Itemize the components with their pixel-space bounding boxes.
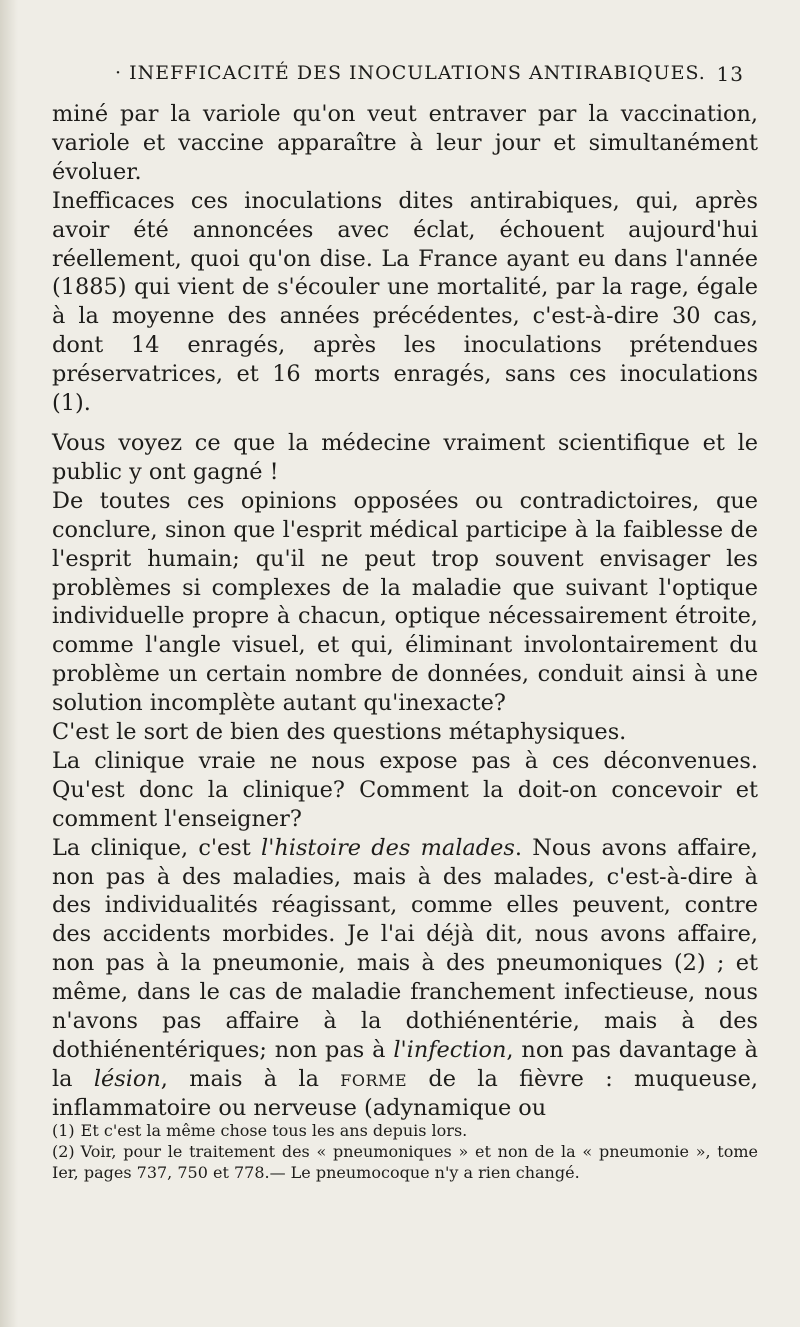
footnote-1-number: (1): [52, 1121, 75, 1140]
page-number: 13: [716, 62, 744, 86]
paragraph-5: C'est le sort de bien des questions métaphysiques.: [52, 719, 627, 746]
paragraph-4: De toutes ces opinions opposées ou contradictoires, que conclure, sinon que l'esprit médical participe à la faiblesse de l'esprit humain; qu'il ne peut trop souvent envisager les problèmes si complexes de la maladie que suivant l'optique individuelle propre à chacun, optique nécessairement étroite, comme l'angle visuel, et qui, éliminant involontairement du problème un certain nombre de données, conduit ainsi à une solution incomplète autant qu'inexacte?: [52, 487, 758, 717]
footnote-1-text: Et c'est la même chose tous les ans depuis lors.: [80, 1121, 468, 1140]
body-text: [52, 100, 758, 1123]
footnote-2-number: (2): [52, 1142, 75, 1161]
paragraph-3: Vous voyez ce que la médecine vraiment scientifique et le public y ont gagné !: [52, 429, 758, 485]
running-header: [115, 62, 762, 86]
paragraph-7: [52, 834, 758, 1123]
p7-text-c: , non pas davantage à la: [52, 1037, 758, 1092]
paragraph-1: miné par la variole qu'on veut entraver par la vaccination, variole et vaccine apparaître à leur jour et simultanément évoluer.: [52, 101, 758, 185]
paragraph-6: La clinique vraie ne nous expose pas à ces déconvenues. Qu'est donc la clinique? Comment la doit-on concevoir et comment l'enseigner?: [52, 747, 758, 832]
running-title: · INEFFICACITÉ DES INOCULATIONS ANTIRABIQUES.: [115, 62, 706, 84]
p7-text-a: La clinique, c'est: [52, 834, 262, 861]
page-edge-shadow: [0, 0, 18, 1327]
p7-emphasis-histoire: l'histoire des malades: [261, 834, 515, 861]
footnote-2: [52, 1141, 758, 1183]
paragraph-2: Inefficaces ces inoculations dites antirabiques, qui, après avoir été annoncées avec éclat, échouent aujourd'hui réellement, quoi qu'on dise. La France ayant eu dans l'année (1885) qui vient de s'écouler une mortalité, par la rage, égale à la moyenne des années précédentes, c'est-à-dire 30 cas, dont 14 enragés, après les inoculations prétendues préservatrices, et 16 morts enragés, sans ces inoculations (1).: [52, 187, 758, 417]
p7-emphasis-infection: l'infection: [393, 1037, 507, 1063]
p7-emphasis-lesion: lésion: [93, 1065, 161, 1092]
p7-smallcaps-forme: forme: [340, 1065, 408, 1092]
footnote-2-text: Voir, pour le traitement des « pneumoniques » et non de la « pneumonie », tome Ier, pages 737, 750 et 778.— Le pneumocoque n'y a rien changé.: [52, 1142, 758, 1182]
p7-text-e: de la fièvre : muqueuse, inflammatoire ou nerveuse (adynamique ou: [52, 1065, 758, 1121]
p7-text-d: , mais à la: [160, 1065, 341, 1092]
p7-text-b: . Nous avons affaire, non pas à des maladies, mais à des malades, c'est-à-dire à des individualités réagissant, comme elles peuvent, contre des accidents morbides. Je l'ai déjà dit, nous avons affaire, non pas à la pneumonie, mais à des pneumoniques (2) ; et même, dans le cas de maladie franchement infectieuse, nous n'avons pas affaire à la dothiénentérie, mais à des dothiénentériques; non pas à: [52, 834, 758, 1063]
footnote-1: [52, 1120, 758, 1141]
footnotes: [52, 1120, 758, 1183]
